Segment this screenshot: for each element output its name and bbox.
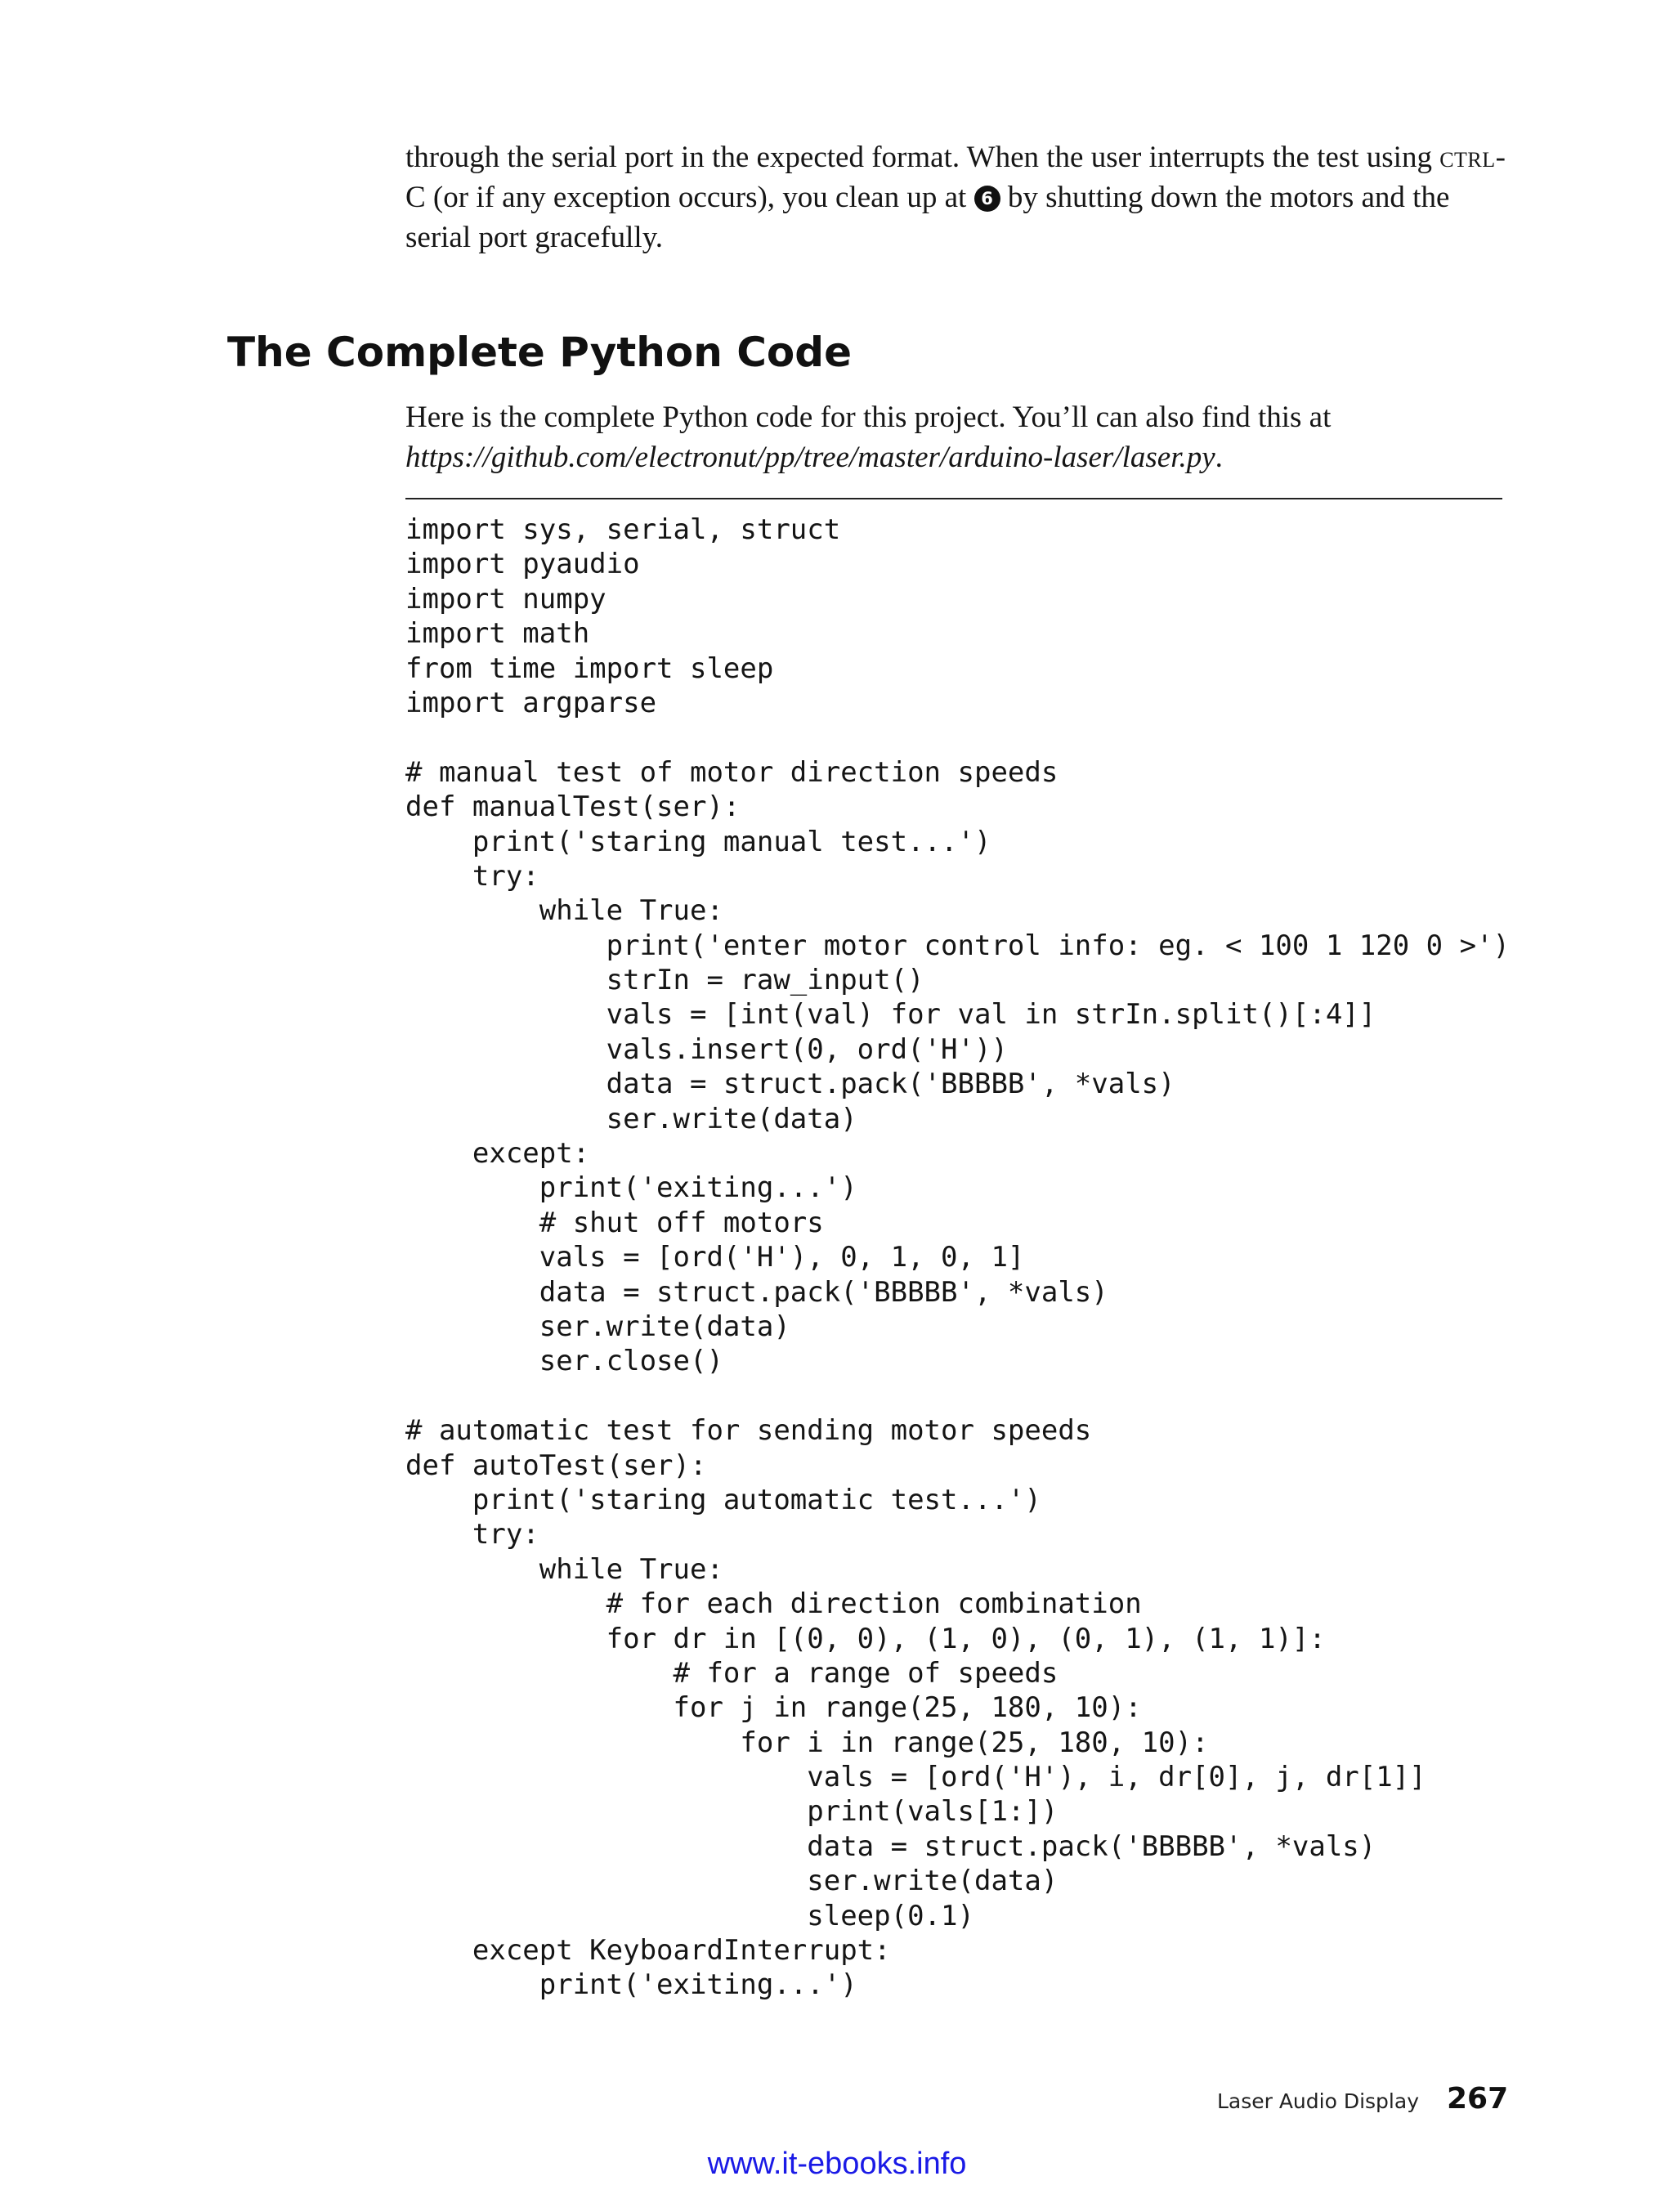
code-line: vals = [ord('H'), 0, 1, 0, 1] — [405, 1241, 1025, 1274]
code-line: # for each direction combination — [405, 1587, 1142, 1621]
code-line: # manual test of motor direction speeds — [405, 755, 1059, 789]
code-line: for j in range(25, 180, 10): — [405, 1691, 1142, 1725]
code-line: # automatic test for sending motor speeds — [405, 1414, 1092, 1448]
code-line: try: — [405, 1518, 539, 1552]
code-line: vals = [ord('H'), i, dr[0], j, dr[1]] — [405, 1761, 1426, 1794]
code-line: # for a range of speeds — [405, 1656, 1059, 1690]
code-line: for i in range(25, 180, 10): — [405, 1726, 1209, 1759]
code-line: print('enter motor control info: eg. < 100 1 120 0 >') — [405, 929, 1511, 962]
code-line: import pyaudio — [405, 548, 640, 581]
code-line: ser.write(data) — [405, 1102, 857, 1135]
code-line: sleep(0.1) — [405, 1899, 974, 1932]
code-line: data = struct.pack('BBBBB', *vals) — [405, 1829, 1376, 1863]
code-line: ser.write(data) — [405, 1865, 1059, 1898]
code-top-rule — [405, 498, 1502, 499]
code-line — [405, 1379, 1502, 1413]
lead-end: . — [1215, 441, 1223, 474]
page-number: 267 — [1447, 2082, 1509, 2116]
code-line: data = struct.pack('BBBBB', *vals) — [405, 1275, 1108, 1309]
code-listing — [405, 513, 1511, 2003]
code-line: strIn = raw_input() — [405, 964, 924, 997]
source-link[interactable]: https://github.com/electronut/pp/tree/master/arduino-laser/laser.py — [405, 441, 1215, 474]
watermark-link[interactable]: www.it-ebooks.info — [707, 2147, 967, 2181]
intro-text-2: -C (or if any exception occurs), you clean up at — [405, 141, 1506, 214]
code-line: print(vals[1:]) — [405, 1795, 1059, 1829]
code-line: import math — [405, 617, 590, 651]
running-head: Laser Audio Display — [1216, 2089, 1419, 2113]
code-line: except: — [405, 1137, 590, 1171]
code-line: print('exiting...') — [405, 1171, 857, 1205]
callout-marker-icon: 6 — [974, 186, 1000, 212]
code-line — [405, 720, 1502, 754]
code-line: data = struct.pack('BBBBB', *vals) — [405, 1068, 1175, 1101]
intro-text-1: through the serial port in the expected format. When the user interrupts the test using — [405, 141, 1440, 174]
code-line: print('exiting...') — [405, 1968, 857, 2002]
lead-text: Here is the complete Python code for this project. You’ll can also find this at — [405, 401, 1332, 434]
code-line: ser.close() — [405, 1345, 723, 1378]
ctrl-key-label: ctrl — [1439, 141, 1496, 174]
code-line: import sys, serial, struct — [405, 513, 841, 546]
code-line: except KeyboardInterrupt: — [405, 1934, 891, 1968]
code-line: try: — [405, 859, 539, 893]
code-line: vals.insert(0, ord('H')) — [405, 1032, 1008, 1066]
code-line: import argparse — [405, 686, 657, 719]
code-line: import numpy — [405, 582, 606, 616]
code-line: # shut off motors — [405, 1206, 824, 1239]
code-line: def autoTest(ser): — [405, 1449, 707, 1482]
code-line: vals = [int(val) for val in strIn.split()[:4]] — [405, 998, 1376, 1032]
code-line: def manualTest(ser): — [405, 790, 741, 824]
section-heading: The Complete Python Code — [227, 329, 852, 376]
code-line: ser.write(data) — [405, 1310, 790, 1343]
code-line: while True: — [405, 894, 723, 928]
intro-text-3: by shutting down the motors and the serial port gracefully. — [405, 181, 1450, 254]
code-line: while True: — [405, 1552, 723, 1586]
code-line: from time import sleep — [405, 652, 774, 685]
intro-paragraph — [405, 137, 1509, 257]
code-line: print('staring manual test...') — [405, 825, 991, 858]
code-line: for dr in [(0, 0), (1, 0), (0, 1), (1, 1)]: — [405, 1622, 1326, 1655]
lead-paragraph — [405, 397, 1509, 477]
code-line: print('staring automatic test...') — [405, 1483, 1041, 1516]
